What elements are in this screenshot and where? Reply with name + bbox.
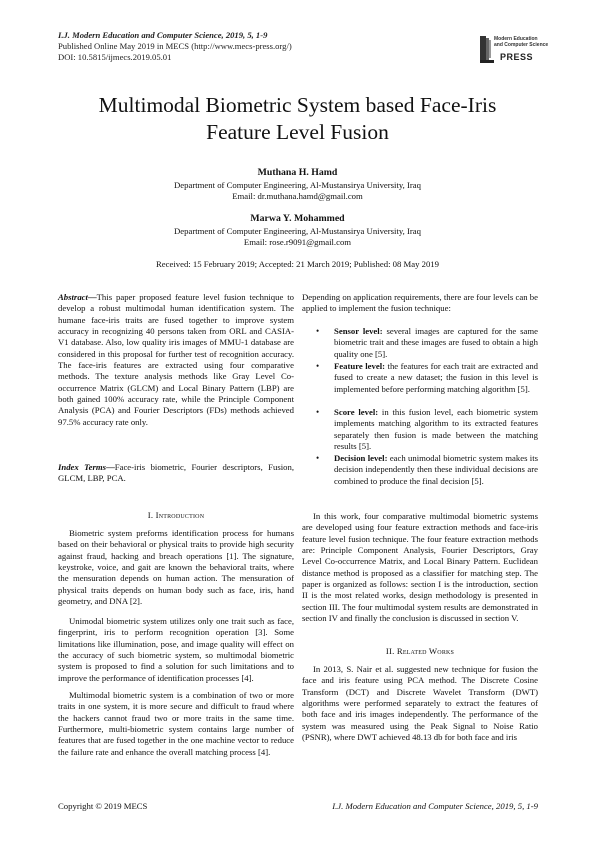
- author-name-1: Muthana H. Hamd: [257, 167, 338, 178]
- bullet-sensor-level: [302, 326, 538, 360]
- bullet-score-level: [302, 407, 538, 452]
- logo-brand: PRESS: [500, 52, 534, 62]
- doi: DOI: 10.5815/ijmecs.2019.05.01: [58, 52, 172, 62]
- bullet-label: Feature level:: [334, 361, 386, 371]
- received-dates: Received: 15 February 2019; Accepted: 21 March 2019; Published: 08 May 2019: [155, 259, 439, 269]
- bullet-decision-level: [302, 453, 538, 487]
- bullet-feature-level: [302, 361, 538, 395]
- related-works-paragraph-1: In 2013, S. Nair et al. suggested new technique for fusion the face and iris feature using PCA method. The Discrete Cosine Transform (DCT) and Discrete Wavelet Transform (DWT) algorithms were performed separately to extract the features of both face and iris images independently. The performance of the system was measured using the Peak Signal to Noise Ratio (PSNR), where DWT achieved 48.13 db for both face and iris: [302, 664, 538, 743]
- logo-text: [494, 36, 548, 48]
- section-heading-introduction: I. Introduction: [147, 510, 205, 520]
- bullet-dot: •: [316, 407, 320, 417]
- abstract-label: Abstract: [58, 292, 88, 302]
- author-affiliation-1: Department of Computer Engineering, Al-Mustansirya University, Iraq: [174, 180, 421, 190]
- author-affiliation-2: Department of Computer Engineering, Al-Mustansirya University, Iraq: [174, 226, 421, 236]
- right-paragraph-2: In this work, four comparative multimodal biometric systems are developed using four feature extraction methods and face-iris feature level fusion technique. The four feature extraction methods are: Principle Component Analysis, Fourier Descriptors, Gray Level Co-occurrence Matrix, and Local Binary Pattern. Euclidean distance method is proposed as a classifier for matching step. The paper is organized as follows: section I is the introduction, section II is the most related works, design methodology is presented in section III. The four multimodal system results are demonstrated in section IV and finally the conclusion is discussed in section V.: [302, 511, 538, 624]
- logo-line2: and Computer Science: [494, 42, 549, 48]
- intro-paragraph-2: Unimodal biometric system utilizes only one trait such as face, fingerprint, iris to perform recognition operation [3]. Some limitations like illumination, pose, and image quality will effect on the accuracy of such biometric system, so multimodal biometric system is proposed to find a solution for such limitations and to improve the performance of identification processes [4].: [58, 616, 294, 683]
- bullet-text: several images are captured for the same biometric trait and these images are fused to obtain a high quality one [5].: [334, 326, 539, 359]
- bullet-text: in this fusion level, each biometric system implements matching algorithm to its extracted features separately then fusion is made between the matching results [5].: [334, 407, 538, 452]
- intro-paragraph-3: Multimodal biometric system is a combination of two or more traits in one system, it is more secure and difficult to fraud where the hackers cannot fraud two or more traits in the same time. Furthermore, multi-biometric system contains large number of features that are fused together in the one machine vector to reduce the failure rate and enhance the overall matching process [4].: [58, 690, 294, 757]
- index-terms-label: Index Terms: [58, 462, 107, 472]
- footer-copyright: Copyright © 2019 MECS: [58, 801, 148, 811]
- title-line-1: Multimodal Biometric System based Face-Iris: [98, 93, 497, 117]
- left-column: [58, 292, 294, 772]
- title-line-2: Feature Level Fusion: [206, 120, 389, 144]
- intro-paragraph-1: Biometric system preforms identification process for humans based on their behavioral or physical traits to provide high security against fraud, hacking and breach operations [1]. The signature, keystroke, voice, and gait are known the behavioral traits, where the mensuration depends on human action. The mensuration of physical traits depends on human body such as face, iris, hand geometry, and DNA [2].: [58, 528, 294, 607]
- bullet-text: the features for each trait are extracted and fused to create a new dataset; the fusion in this level is implemented before performing matching algorithm [5].: [334, 361, 539, 394]
- published-online: Published Online May 2019 in MECS (http://www.mecs-press.org/): [58, 41, 292, 51]
- author-name-2: Marwa Y. Mohammed: [250, 213, 345, 224]
- author-email-1: Email: dr.muthana.hamd@gmail.com: [232, 191, 363, 201]
- bullet-dot: •: [316, 326, 320, 336]
- section-heading-related-works: II. Related Works: [385, 646, 455, 656]
- abstract-text: This paper proposed feature level fusion technique to develop a robust multimodal human identification system. The humane face-iris traits are fused together to improve system accuracy in recognizing 40 persons taken from ORL and CASIA-V1 database. Also, low quality iris images of MMU-1 database are considered in this proposal for further test of recognition accuracy. The face-iris features are extracted using four comparative methods. The texture analysis methods like Gray Level Co-occurrence Matrix (GLCM) and Local Binary Pattern (LBP) are both gained 100% accuracy rate, while the Principle Component Analysis (PCA) and Fourier Descriptors (FDs) methods achieved 97.5% accuracy rate only.: [58, 292, 294, 427]
- paper-title: [40, 92, 555, 146]
- bullet-dot: •: [316, 453, 320, 463]
- abstract: Abstract—This paper proposed feature level fusion technique to develop a robust multimodal human identification system. The humane face-iris traits are fused together to improve system accuracy in recognizing 40 persons taken from ORL and CASIA-V1 database. Also, low quality iris images of MMU-1 database are considered in this proposal for further test of recognition accuracy. The face-iris features are extracted using four comparative methods. The texture analysis methods like Gray Level Co-occurrence Matrix (GLCM) and Local Binary Pattern (LBP) are both gained 100% accuracy rate, while the Principle Component Analysis (PCA) and Fourier Descriptors (FDs) methods achieved 97.5% accuracy rate only.: [58, 292, 294, 427]
- bullet-label: Score level:: [334, 407, 379, 417]
- bullet-text: each unimodal biometric system makes its decision independently then these individual decisions are combined to produce the final decision [5].: [334, 453, 538, 486]
- bullet-dot: •: [316, 361, 320, 371]
- author-email-2: Email: rose.r9091@gmail.com: [243, 237, 352, 247]
- right-intro: Depending on application requirements, there are four levels can be applied to implement the fusion technique:: [302, 292, 538, 314]
- mecs-press-logo: [478, 30, 549, 68]
- footer-journal: I.J. Modern Education and Computer Science, 2019, 5, 1-9: [332, 801, 538, 811]
- index-terms-text: Face-iris biometric, Fourier descriptors, Fusion, GLCM, LBP, PCA.: [58, 462, 294, 484]
- logo-line1: Modern Education: [494, 36, 538, 42]
- bullet-label: Decision level:: [334, 453, 388, 463]
- bullet-label: Sensor level:: [334, 326, 383, 336]
- index-terms: Index Terms—Face-iris biometric, Fourier descriptors, Fusion, GLCM, LBP, PCA.: [58, 462, 294, 484]
- journal-citation: I.J. Modern Education and Computer Science, 2019, 5, 1-9: [58, 30, 268, 40]
